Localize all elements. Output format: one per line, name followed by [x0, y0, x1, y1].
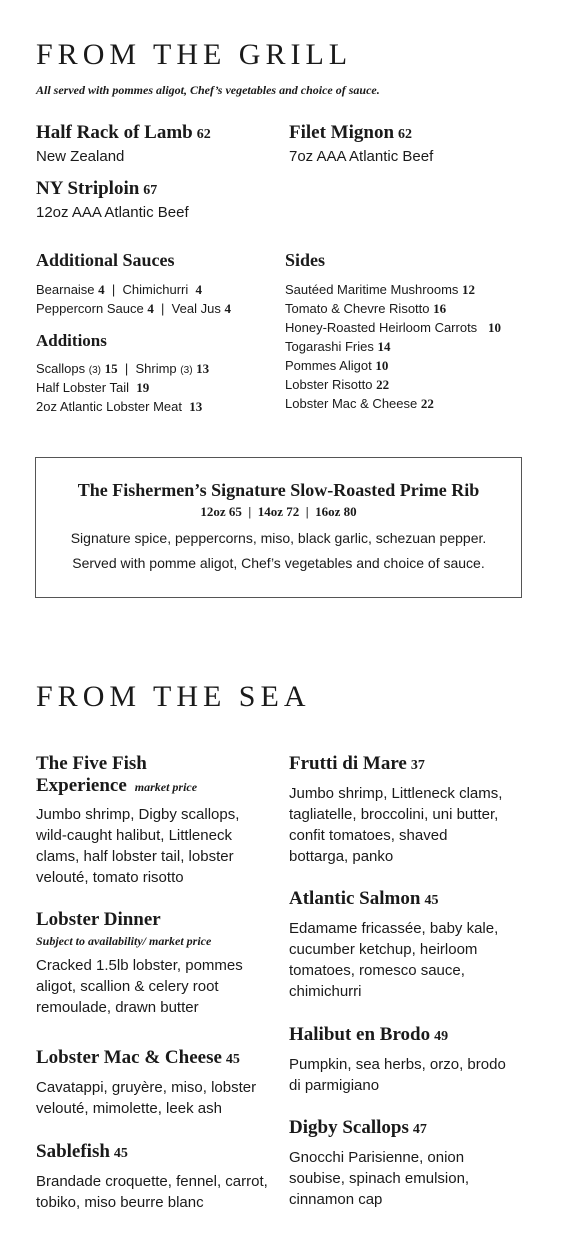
sea-section-title: FROM THE SEA	[36, 680, 311, 713]
dish-name: Lobster Dinner	[36, 909, 161, 930]
sea-item-halibut	[289, 1024, 509, 1096]
dish-price: 62	[398, 127, 413, 142]
dish-name: Half Rack of Lamb	[36, 122, 193, 143]
grill-item-filet	[289, 122, 534, 167]
side-item: Honey-Roasted Heirloom Carrots 10	[285, 320, 502, 335]
dish-name: NY Striploin	[36, 178, 140, 199]
availability-note: Subject to availability/ market price	[36, 934, 212, 948]
dish-description: Jumbo shrimp, Littleneck clams, tagliatelle, broccolini, uni butter, confit tomatoes, shaved bottarga, panko	[289, 785, 503, 865]
market-price: market price	[134, 780, 198, 794]
dish-description: Pumpkin, sea herbs, orzo, brodo di parmigiano	[289, 1056, 506, 1094]
sea-item-digby-scallops	[289, 1117, 509, 1210]
sea-item-sablefish	[36, 1141, 276, 1213]
dish-description: Brandade croquette, fennel, carrot, tobiko, miso beurre blanc	[36, 1173, 268, 1211]
dish-description: 12oz AAA Atlantic Beef	[36, 204, 189, 221]
dish-name: Atlantic Salmon	[289, 888, 421, 909]
additions-line: Scallops (3) 15 | Shrimp (3) 13	[36, 361, 210, 376]
dish-description: Gnocchi Parisienne, onion soubise, spinach emulsion, cinnamon cap	[289, 1149, 470, 1208]
grill-subtitle: All served with pommes aligot, Chef’s vegetables and choice of sauce.	[36, 83, 380, 97]
dish-name: Sablefish	[36, 1141, 110, 1162]
dish-price: 47	[412, 1122, 427, 1137]
dish-description: Cracked 1.5lb lobster, pommes aligot, scallion & celery root remoulade, drawn butter	[36, 957, 243, 1016]
side-item: Lobster Mac & Cheese 22	[285, 396, 434, 411]
sea-item-lobster-mac	[36, 1047, 271, 1119]
sauces-line: Bearnaise 4 | Chimichurri 4	[36, 282, 202, 297]
dish-description: Cavatappi, gruyère, miso, lobster velouté, mimolette, leek ash	[36, 1079, 257, 1117]
dish-price: 67	[143, 183, 158, 198]
side-item: Lobster Risotto 22	[285, 377, 390, 392]
dish-name: Experience	[36, 775, 127, 796]
dish-description: 7oz AAA Atlantic Beef	[289, 148, 434, 165]
dish-name: Halibut en Brodo	[289, 1024, 431, 1045]
additions-line: Half Lobster Tail 19	[36, 380, 150, 395]
sides-list	[285, 280, 501, 413]
side-item: Tomato & Chevre Risotto 16	[285, 301, 447, 316]
dish-description: Edamame fricassée, baby kale, cucumber ketchup, heirloom tomatoes, romesco sauce, chimichurri	[289, 920, 499, 1000]
dish-name: Filet Mignon	[289, 122, 395, 143]
grill-section-title: FROM THE GRILL	[36, 38, 353, 71]
sea-item-lobster-dinner	[36, 909, 268, 1018]
dish-price: 45	[225, 1052, 240, 1067]
dish-description: New Zealand	[36, 148, 125, 165]
grill-item-striploin	[36, 178, 276, 223]
additions-heading: Additions	[36, 331, 107, 350]
sea-item-frutti-di-mare	[289, 753, 509, 867]
sauces-heading: Additional Sauces	[36, 250, 175, 270]
dish-name: Lobster Mac & Cheese	[36, 1047, 222, 1068]
dish-name: Frutti di Mare	[289, 753, 407, 774]
side-item: Togarashi Fries 14	[285, 339, 391, 354]
prime-rib-description: Signature spice, peppercorns, miso, black garlic, schezuan pepper. Served with pomme aligot, Chef’s vegetables and choice of sauce.	[70, 530, 487, 571]
dish-name: Digby Scallops	[289, 1117, 409, 1138]
dish-price: 49	[434, 1029, 449, 1044]
dish-price: 62	[196, 127, 211, 142]
additions-line: 2oz Atlantic Lobster Meat 13	[36, 399, 203, 414]
prime-rib-title: The Fishermen’s Signature Slow-Roasted Prime Rib	[77, 480, 480, 500]
side-item: Pommes Aligot 10	[285, 358, 389, 373]
sea-item-five-fish	[36, 753, 268, 888]
dish-price: 37	[410, 758, 425, 773]
dish-name: The Five Fish	[36, 753, 147, 774]
side-item: Sautéed Maritime Mushrooms 12	[285, 282, 476, 297]
prime-rib-prices: 12oz 65 | 14oz 72 | 16oz 80	[200, 504, 357, 519]
prime-rib-box	[35, 457, 522, 598]
dish-description: Jumbo shrimp, Digby scallops, wild-caught halibut, Littleneck clams, half lobster tail, lobster velouté, tomato risotto	[36, 806, 240, 886]
dish-price: 45	[424, 893, 439, 908]
sauces-line: Peppercorn Sauce 4 | Veal Jus 4	[36, 301, 231, 316]
sides-heading: Sides	[285, 250, 326, 270]
dish-price: 45	[113, 1146, 128, 1161]
sea-item-atlantic-salmon	[289, 888, 509, 1002]
grill-item-lamb	[36, 122, 276, 167]
